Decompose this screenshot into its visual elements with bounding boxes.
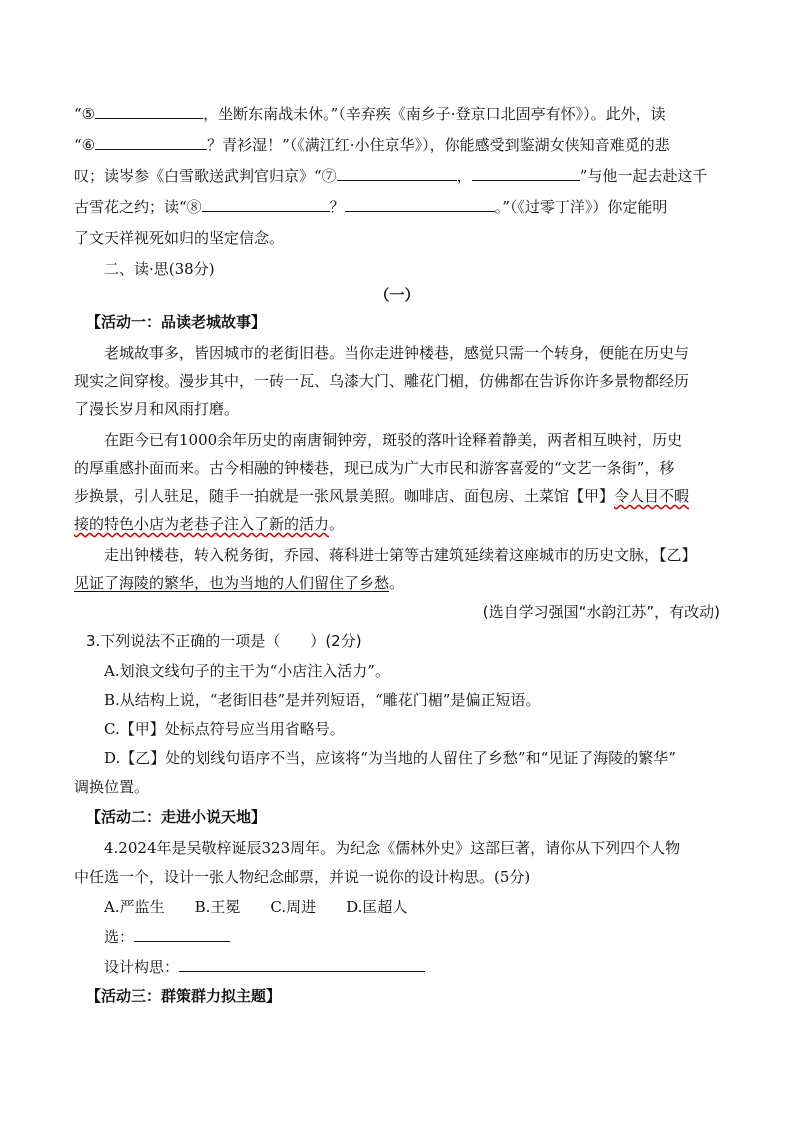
paragraph-3-line-2 [74, 573, 726, 593]
comma: ， [456, 167, 472, 185]
activity-2-title: 【活动二：走进小说天地】 [86, 808, 267, 826]
paragraph-2-line-3 [74, 486, 726, 506]
paragraph-2-line-1: 在距今已有1000余年历史的南唐铜钟旁，斑驳的落叶诠释着静美，两者相互映衬，历史 [104, 431, 683, 449]
blank-5-label: “⑤ [74, 105, 96, 123]
activity-1-title: 【活动一：品读老城故事】 [86, 313, 267, 331]
activity-3-title: 【活动三：群策群力拟主题】 [86, 987, 282, 1005]
poem-line-5: 了文天祥视死如归的坚定信念。 [74, 229, 285, 247]
period: 。 [389, 574, 405, 592]
blank-6[interactable] [95, 135, 207, 150]
paragraph-2-line-3-text: 步换景，引人驻足，随手一拍就是一张风景美照。咖啡店、面包房、土菜馆【甲】 [74, 487, 615, 505]
choice-blank[interactable] [134, 927, 230, 942]
question-3-option-d-cont: 调换位置。 [74, 778, 150, 796]
paragraph-1-line-1: 老城故事多，皆因城市的老街旧巷。当你走进钟楼巷，感觉只需一个转身，便能在历史与 [104, 344, 690, 362]
poem-line-3-text: 叹；读岑参《白雪歌送武判官归京》“⑦ [74, 167, 337, 185]
blank-8b[interactable] [345, 197, 495, 212]
paragraph-1-line-2: 现实之间穿梭。漫步其中，一砖一瓦、乌漆大门、雕花门楣，仿佛都在告诉你许多景物都经历 [74, 372, 690, 390]
poem-line-3 [74, 166, 726, 186]
blank-7a[interactable] [337, 166, 457, 181]
design-label: 设计构思： [104, 958, 180, 976]
design-row [104, 957, 756, 977]
paragraph-3-line-1: 走出钟楼巷，转入税务街，乔园、蒋科进士第等古建筑延续着这座城市的历史文脉，【乙】 [104, 546, 697, 564]
paragraph-2-line-4 [74, 514, 726, 534]
poem-line-4 [74, 197, 726, 217]
poem-line-3-end: ”与他一起去赴这千 [579, 167, 708, 185]
blank-8a[interactable] [202, 197, 330, 212]
question-3-option-a[interactable]: A.划浪文线句子的主干为“小店注入活力”。 [104, 662, 390, 680]
question-4-options: A.严监生 B.王冕 C.周进 D.匡超人 [104, 898, 408, 916]
question-4-line-2: 中任选一个，设计一张人物纪念邮票，并说一说你的设计构思。(5分) [74, 868, 531, 886]
paragraph-2-line-2: 的厚重感扑面而来。古今相融的钟楼巷，现已成为广大市民和游客喜爱的“文艺一条街”，移 [74, 459, 675, 477]
poem-line-4-text: 古雪花之约；读“⑧ [74, 198, 202, 216]
wavy-underlined-text: 令人目不暇 [614, 487, 690, 505]
blank-7b[interactable] [472, 166, 580, 181]
section-title: 二、读·思(38分) [104, 260, 215, 278]
design-blank[interactable] [179, 957, 425, 972]
poem-line-2-text: ？青衫湿！”（《满江红·小住京华》），你能感受到鉴湖女侠知音难觅的悲 [207, 136, 670, 154]
question-mark: ？ [329, 198, 345, 216]
poem-line-1-text: ，坐断东南战未休。”（辛弃疾《南乡子·登京口北固亭有怀》）。此外，读 [203, 105, 666, 123]
part-one-heading: （一） [374, 286, 420, 304]
question-3-option-c[interactable]: C.【甲】处标点符号应当用省略号。 [104, 720, 345, 738]
question-3-stem: 3.下列说法不正确的一项是（ ）(2分) [86, 632, 362, 650]
blank-5[interactable] [95, 104, 203, 119]
paragraph-1-line-3: 了漫长岁月和风雨打磨。 [74, 400, 240, 418]
underlined-sentence: 见证了海陵的繁华，也为当地的人们留住了乡愁 [74, 574, 390, 592]
choice-row [104, 927, 756, 947]
question-3-option-d[interactable]: D.【乙】处的划线句语序不当，应该将“为当地的人留住了乡愁”和“见证了海陵的繁华” [104, 749, 676, 767]
question-3-option-b[interactable]: B.从结构上说，“老街旧巷”是并列短语，“雕花门楣”是偏正短语。 [104, 691, 541, 709]
blank-6-label: “⑥ [74, 136, 96, 154]
question-4-line-1: 4.2024年是吴敬梓诞辰323周年。为纪念《儒林外史》这部巨著，请你从下列四个人物 [104, 839, 681, 857]
poem-line-1 [74, 104, 726, 124]
choice-label: 选： [104, 928, 135, 946]
source-citation: (选自学习强国“水韵江苏”，有改动) [482, 603, 720, 621]
poem-line-4-end: 。”（《过零丁洋》）你定能明 [494, 198, 668, 216]
period: 。 [329, 515, 345, 533]
poem-line-2 [74, 135, 726, 155]
wavy-underlined-text-cont: 接的特色小店为老巷子注入了新的活力 [74, 515, 330, 533]
